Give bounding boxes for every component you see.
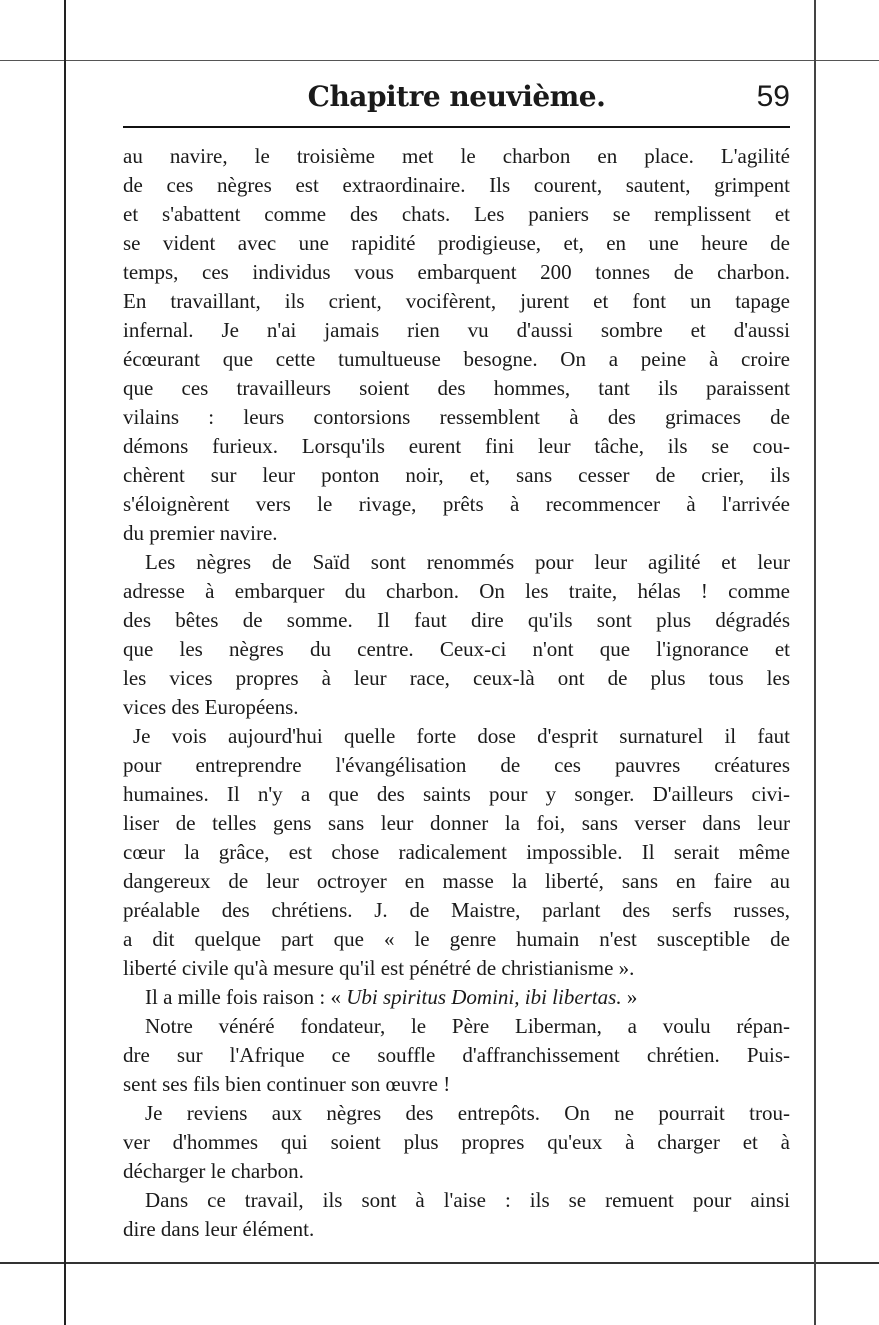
- text-line: préalable des chrétiens. J. de Maistre, parlant des serfs russes,: [123, 898, 790, 922]
- text-line: Je vois aujourd'hui quelle forte dose d'esprit surnaturel il faut: [133, 724, 790, 748]
- quote-prefix: Il a mille fois raison : «: [145, 985, 347, 1009]
- text-line: sent ses fils bien continuer son œuvre !: [123, 1072, 451, 1096]
- text-line: liberté civile qu'à mesure qu'il est pénétré de christianisme ».: [123, 956, 635, 980]
- text-line: se vident avec une rapidité prodigieuse, et, en une heure de: [123, 231, 790, 255]
- text-line: de ces nègres est extraordinaire. Ils courent, sautent, grimpent: [123, 173, 790, 197]
- text-line: liser de telles gens sans leur donner la foi, sans verser dans leur: [123, 811, 790, 835]
- quote-line: [123, 983, 790, 1012]
- running-header: [123, 76, 790, 120]
- text-line: que les nègres du centre. Ceux-ci n'ont que l'ignorance et: [123, 637, 790, 661]
- text-line: vices des Européens.: [123, 695, 299, 719]
- text-line: humaines. Il n'y a que des saints pour y songer. D'ailleurs civi-: [123, 782, 790, 806]
- chapter-title: Chapitre neuvième.: [307, 80, 606, 113]
- quote-suffix: »: [621, 985, 638, 1009]
- text-line: Dans ce travail, ils sont à l'aise : ils se remuent pour ainsi: [145, 1188, 790, 1212]
- text-line: cœur la grâce, est chose radicalement impossible. Il serait même: [123, 840, 790, 864]
- text-line: au navire, le troisième met le charbon en place. L'agilité: [123, 144, 790, 168]
- scan-border-top: [0, 60, 879, 61]
- scan-border-bottom: [0, 1262, 879, 1264]
- header-rule: [123, 126, 790, 128]
- text-line: décharger le charbon.: [123, 1159, 304, 1183]
- text-line: les vices propres à leur race, ceux-là ont de plus tous les: [123, 666, 790, 690]
- text-line: du premier navire.: [123, 521, 278, 545]
- text-line: Notre vénéré fondateur, le Père Liberman, a voulu répan-: [145, 1014, 790, 1038]
- text-line: adresse à embarquer du charbon. On les traite, hélas ! comme: [123, 579, 790, 603]
- text-line: démons furieux. Lorsqu'ils eurent fini leur tâche, ils se cou-: [123, 434, 790, 458]
- text-line: En travaillant, ils crient, vocifèrent, jurent et font un tapage: [123, 289, 790, 313]
- text-line: s'éloignèrent vers le rivage, prêts à recommencer à l'arrivée: [123, 492, 790, 516]
- scan-border-right: [814, 0, 816, 1325]
- text-line: que ces travailleurs soient des hommes, tant ils paraissent: [123, 376, 790, 400]
- scan-border-left: [64, 0, 66, 1325]
- text-line: infernal. Je n'ai jamais rien vu d'aussi sombre et d'aussi: [123, 318, 790, 342]
- text-line: dire dans leur élément.: [123, 1217, 315, 1241]
- text-line: chèrent sur leur ponton noir, et, sans cesser de crier, ils: [123, 463, 790, 487]
- text-line: des bêtes de somme. Il faut dire qu'ils sont plus dégradés: [123, 608, 790, 632]
- text-line: dangereux de leur octroyer en masse la liberté, sans en faire au: [123, 869, 790, 893]
- text-line: a dit quelque part que « le genre humain n'est susceptible de: [123, 927, 790, 951]
- text-line: ver d'hommes qui soient plus propres qu'eux à charger et à: [123, 1130, 790, 1154]
- text-line: et s'abattent comme des chats. Les paniers se remplissent et: [123, 202, 790, 226]
- text-line: pour entreprendre l'évangélisation de ces pauvres créatures: [123, 753, 790, 777]
- text-line: Les nègres de Saïd sont renommés pour leur agilité et leur: [145, 550, 790, 574]
- page-number: 59: [756, 80, 790, 113]
- latin-quote: Ubi spiritus Domini, ibi libertas.: [346, 985, 622, 1009]
- page-body: [123, 142, 790, 1244]
- text-line: vilains : leurs contorsions ressemblent à des grimaces de: [123, 405, 790, 429]
- text-line: écœurant que cette tumultueuse besogne. On a peine à croire: [123, 347, 790, 371]
- text-line: Je reviens aux nègres des entrepôts. On ne pourrait trou-: [145, 1101, 790, 1125]
- text-line: temps, ces individus vous embarquent 200 tonnes de charbon.: [123, 260, 790, 284]
- text-line: dre sur l'Afrique ce souffle d'affranchissement chrétien. Puis-: [123, 1043, 790, 1067]
